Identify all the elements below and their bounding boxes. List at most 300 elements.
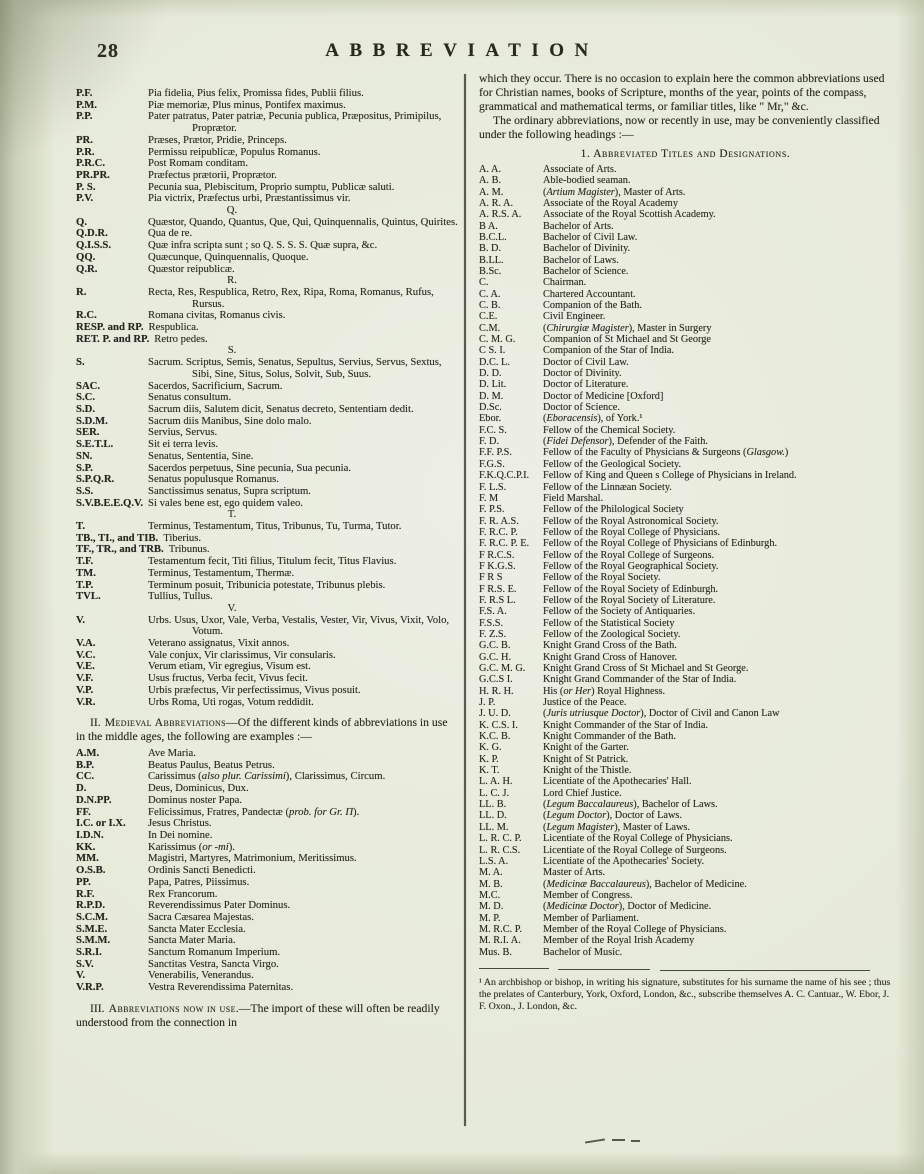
abbreviation-entry <box>479 663 892 674</box>
entry-definition: Karissimus (or -mi). <box>148 840 235 853</box>
entry-abbr: K. C.S. I. <box>479 719 518 731</box>
entry-definition: Bachelor of Divinity. <box>543 243 631 255</box>
entry-definition: (Juris utriusque Doctor), Doctor of Civil and Canon Law <box>543 708 780 720</box>
abbreviation-entry <box>479 300 892 311</box>
entry-definition: Magistri, Martyres, Matrimonium, Meritissimus. <box>148 852 357 865</box>
entry-definition: Fellow of the Royal College of Physicians of Edinburgh. <box>543 538 778 550</box>
entry-definition: (Legum Doctor), Doctor of Laws. <box>543 810 682 822</box>
abbreviation-entry <box>479 311 892 322</box>
entry-abbr: A. B. <box>479 175 502 187</box>
entry-definition: Fellow of the Linnæan Society. <box>543 481 672 493</box>
entry-abbr: F. D. <box>479 436 500 448</box>
entry-definition: Præfectus prætorii, Proprætor. <box>148 168 277 181</box>
abbreviation-entry <box>76 982 458 994</box>
entry-definition: Licentiate of the Apothecaries' Hall. <box>543 776 692 788</box>
entry-abbr: F R.S. E. <box>479 583 517 595</box>
abbreviation-entry <box>479 708 892 719</box>
abbreviation-entry <box>479 720 892 731</box>
abbreviation-entry <box>76 697 458 709</box>
entry-definition: Sanctitas Vestra, Sancta Virgo. <box>148 957 279 970</box>
abbreviation-entry <box>76 615 458 638</box>
entry-definition: Fellow of the Society of Antiquaries. <box>543 606 696 618</box>
entry-abbr: S.C. <box>76 391 96 404</box>
entry-definition: Knight Grand Cross of St Michael and St George. <box>543 663 749 674</box>
entry-abbr: F R S <box>479 572 503 584</box>
entry-definition: Respublica. <box>148 321 199 334</box>
entry-abbr: A.M. <box>76 747 100 760</box>
entry-abbr: A. A. <box>479 163 502 175</box>
entry-definition: Knight Commander of the Bath. <box>543 731 676 743</box>
section-title: Abbreviations now in use <box>108 1001 236 1015</box>
entry-abbr: SER. <box>76 426 100 439</box>
abbreviation-entry <box>76 357 458 380</box>
entry-definition: Papa, Patres, Piissimus. <box>148 875 250 888</box>
now-in-use-intro <box>76 1002 458 1030</box>
abbreviation-entry <box>76 865 458 877</box>
entry-definition: Justice of the Peace. <box>543 697 627 709</box>
entry-definition: Felicissimus, Fratres, Pandectæ (prob. for Gr. Π). <box>148 805 360 818</box>
entry-abbr: PR. <box>76 133 93 146</box>
entry-definition: Fellow of the Royal Astronomical Society. <box>543 515 719 527</box>
entry-definition: Urbs. Usus, Uxor, Vale, Verba, Vestalis, Vester, Vir, Vivus, Vixit, Volo, Votum. <box>148 613 450 638</box>
entry-abbr: G.C. M. G. <box>479 663 526 674</box>
abbreviation-entry <box>479 413 892 424</box>
entry-abbr: T.F. <box>76 555 94 568</box>
abbreviation-entry <box>479 289 892 300</box>
abbreviation-entry <box>479 686 892 697</box>
entry-abbr: A. R.S. A. <box>479 209 522 221</box>
abbreviation-entry <box>479 187 892 198</box>
entry-definition: Fellow of the Chemical Society. <box>543 424 676 436</box>
abbreviation-entry <box>479 277 892 288</box>
entry-definition: Pia victrix, Præfectus urbi, Præstantissimus vir. <box>148 192 351 205</box>
entry-definition: Knight of the Garter. <box>543 742 629 754</box>
abbreviation-entry <box>479 391 892 402</box>
abbreviation-entry <box>76 217 458 229</box>
entry-abbr: S.S. <box>76 484 94 497</box>
entry-definition: Tribunus. <box>168 543 210 556</box>
abbreviation-entry <box>479 618 892 629</box>
entry-definition: Tiberius. <box>163 531 202 544</box>
entry-definition: Licentiate of the Royal College of Physicians. <box>543 833 733 845</box>
abbreviated-titles-heading: 1. Abbreviated Titles and Designations. <box>580 147 791 160</box>
entry-abbr: M. A. <box>479 867 503 879</box>
abbreviation-entry <box>76 334 458 346</box>
section-letter: T. <box>227 508 237 521</box>
entry-abbr: TB., TI., and TIB. <box>76 531 159 544</box>
entry-abbr: K. P. <box>479 753 499 765</box>
entry-abbr: F.S. A. <box>479 606 507 618</box>
entry-abbr: F. R. A.S. <box>479 515 519 527</box>
entry-definition: Member of the Royal Irish Academy <box>543 935 695 947</box>
classification-paragraph: The ordinary abbreviations, now or recently in use, may be conveniently classified under the following headings :— <box>479 113 880 141</box>
abbreviation-entry <box>76 521 458 533</box>
entry-abbr: F.K.Q.C.P.I. <box>479 470 530 482</box>
entry-definition: Urbis præfectus, Vir perfectissimus, Vivus posuit. <box>148 683 361 696</box>
entry-abbr: G.C.S I. <box>479 674 513 686</box>
entry-definition: Doctor of Civil Law. <box>543 356 629 368</box>
entry-abbr: S.D. <box>76 402 96 415</box>
entry-abbr: P.P. <box>76 110 93 123</box>
entry-abbr: V.A. <box>76 637 96 650</box>
abbreviation-entry <box>479 810 892 821</box>
entry-definition: Bachelor of Civil Law. <box>543 231 638 243</box>
entry-abbr: P. S. <box>76 180 96 193</box>
entry-abbr: TVL. <box>76 590 101 603</box>
entry-abbr: B A. <box>479 220 498 232</box>
entry-abbr: F.S.S. <box>479 617 504 629</box>
entry-abbr: V. <box>76 969 86 982</box>
entry-abbr: F K.G.S. <box>479 560 516 572</box>
entry-abbr: FF. <box>76 805 91 818</box>
entry-abbr: J. P. <box>479 697 496 709</box>
abbreviation-entry <box>479 924 892 935</box>
abbreviation-entry <box>479 459 892 470</box>
entry-definition: Præses, Prætor, Pridie, Princeps. <box>148 133 287 146</box>
entry-abbr: S.V. <box>76 957 94 970</box>
entry-abbr: A. M. <box>479 186 504 198</box>
column-divider-rule <box>464 74 466 1126</box>
entry-abbr: T.P. <box>76 578 94 591</box>
entry-definition: Fellow of King and Queen s College of Physicians in Ireland. <box>543 470 797 482</box>
entry-definition: Retro pedes. <box>154 332 208 345</box>
abbreviation-entry <box>479 788 892 799</box>
abbreviation-entry <box>479 947 892 958</box>
abbreviation-entry <box>479 470 892 481</box>
entry-abbr: LL. D. <box>479 810 507 822</box>
entry-definition: Sacra Cæsarea Majestas. <box>148 910 254 923</box>
abbreviation-entry <box>479 935 892 946</box>
page-title: ABBREVIATION <box>325 40 599 61</box>
entry-abbr: Q.R. <box>76 262 98 275</box>
entry-definition: (Artium Magister), Master of Arts. <box>543 186 686 198</box>
entry-definition: (Medicinæ Baccalaureus), Bachelor of Medicine. <box>543 878 747 890</box>
entry-abbr: R.C. <box>76 309 97 322</box>
right-column <box>479 72 892 1013</box>
abbreviation-entry <box>479 482 892 493</box>
entry-definition: Member of the Royal College of Physicians. <box>543 923 727 935</box>
entry-definition: Knight Commander of the Star of India. <box>543 719 709 731</box>
entry-abbr: F. Z.S. <box>479 628 507 640</box>
entry-definition: Pia fidelia, Pius felix, Promissa fides, Publii filius. <box>148 87 364 99</box>
entry-abbr: S.V.B.E.E.Q.V. <box>76 496 144 509</box>
abbreviation-entry <box>479 572 892 583</box>
entry-abbr: I.D.N. <box>76 829 104 841</box>
entry-abbr: R.P.D. <box>76 899 105 912</box>
entry-definition: Sacerdos, Sacrificium, Sacrum. <box>148 379 283 392</box>
abbreviation-entry <box>76 111 458 134</box>
rule-segment <box>558 969 650 970</box>
entry-abbr: V.R.P. <box>76 981 104 994</box>
abbreviation-entry <box>479 629 892 640</box>
entry-abbr: L. R. C.S. <box>479 844 521 856</box>
entry-definition: Sacrum diis Manibus, Sine dolo malo. <box>148 414 312 427</box>
roman-abbreviation-list <box>76 88 458 708</box>
abbreviation-entry <box>76 252 458 264</box>
entry-definition: Fellow of the Geological Society. <box>543 458 682 470</box>
entry-definition: Doctor of Science. <box>543 402 620 414</box>
entry-definition: Sacrum. Scriptus, Semis, Senatus, Sepultus, Servius, Servus, Sextus, Sibi, Sine, Situs, Solus, Solvit, Sub, Suus. <box>148 356 442 380</box>
entry-definition: Reverendissimus Pater Dominus. <box>148 899 291 912</box>
abbreviation-entry <box>76 591 458 603</box>
entry-abbr: S.P. <box>76 461 93 474</box>
entry-abbr: G.C. B. <box>479 640 511 652</box>
entry-definition: Knight of St Patrick. <box>543 753 629 765</box>
entry-definition: Sacrum diis, Salutem dicit, Senatus decreto, Sententiam dedit. <box>148 402 414 415</box>
entry-abbr: C. A. <box>479 288 501 300</box>
abbreviation-entry <box>479 209 892 220</box>
entry-abbr: D.N.PP. <box>76 793 112 806</box>
entry-definition: Member of Parliament. <box>543 912 639 924</box>
abbreviation-entry <box>479 822 892 833</box>
entry-definition: Si vales bene est, ego quidem valeo. <box>148 496 303 509</box>
abbreviation-entry <box>479 561 892 572</box>
abbreviation-entry <box>479 901 892 912</box>
entry-definition: Bachelor of Science. <box>543 265 629 277</box>
entry-abbr: D.Sc. <box>479 402 502 414</box>
entry-abbr: F.F. P.S. <box>479 447 512 459</box>
entry-abbr: R. <box>76 285 87 298</box>
abbreviation-entry <box>479 765 892 776</box>
abbreviation-entry <box>479 595 892 606</box>
entry-definition: Dominus noster Papa. <box>148 793 243 806</box>
entry-abbr: K. T. <box>479 765 500 777</box>
entry-abbr: PR.PR. <box>76 168 110 181</box>
entry-abbr: S.M.M. <box>76 934 111 947</box>
entry-definition: Post Romam conditam. <box>148 157 249 170</box>
abbreviation-entry <box>76 427 458 439</box>
entry-abbr: V.E. <box>76 660 95 673</box>
entry-definition: Fellow of the Royal Society of Edinburgh. <box>543 583 719 595</box>
entry-abbr: B.Sc. <box>479 265 502 277</box>
entry-definition: Fellow of the Royal College of Physicians. <box>543 526 721 538</box>
entry-abbr: G.C. H. <box>479 651 512 663</box>
entry-definition: Sit ei terra levis. <box>148 438 219 451</box>
entry-definition: Senatus consultum. <box>148 391 232 404</box>
entry-definition: Bachelor of Arts. <box>543 220 614 232</box>
abbreviation-entry <box>479 516 892 527</box>
entry-definition: Quæ infra scripta sunt ; so Q. S. S. S. Quæ supra, &c. <box>148 239 378 252</box>
entry-definition: Quæstor reipublicæ. <box>148 262 235 275</box>
entry-abbr: M. D. <box>479 901 504 913</box>
entry-definition: Venerabilis, Venerandus. <box>148 969 254 982</box>
entry-definition: Pater patratus, Pater patriæ, Pecunia publica, Præpositus, Primipilus, Proprætor. <box>148 110 442 135</box>
entry-definition: Ordinis Sancti Benedicti. <box>148 864 256 877</box>
entry-definition: Field Marshal. <box>543 492 604 504</box>
abbreviation-entry <box>479 845 892 856</box>
entry-abbr: F. R.C. P. <box>479 526 518 538</box>
abbreviation-entry <box>479 493 892 504</box>
abbreviation-entry <box>479 255 892 266</box>
entry-definition: Member of Congress. <box>543 889 633 901</box>
entry-abbr: P.F. <box>76 87 93 99</box>
abbreviation-entry <box>479 640 892 651</box>
entry-definition: Ave Maria. <box>148 747 196 760</box>
intro-paragraph-continued: which they occur. There is no occasion to explain here the common abbreviations used for Christian names, books of Scripture, months of the year, points of the compass, grammatical and mathematical terms, or familiar titles, like " Mr," &c. <box>479 72 885 113</box>
abbreviation-entry <box>479 856 892 867</box>
entry-abbr: LL. M. <box>479 821 509 833</box>
entry-definition: Associate of the Royal Scottish Academy. <box>543 209 716 221</box>
abbreviation-entry <box>76 807 458 819</box>
entry-abbr: V.C. <box>76 648 96 661</box>
abbreviation-entry <box>479 436 892 447</box>
section-letter: V. <box>227 601 237 614</box>
entry-abbr: F. R.S L. <box>479 594 516 606</box>
entry-definition: Terminum posuit, Tribunicia potestate, Tribunus plebis. <box>148 578 386 591</box>
entry-abbr: S.R.I. <box>76 946 102 959</box>
entry-abbr: D. Lit. <box>479 379 507 391</box>
entry-abbr: I.C. or I.X. <box>76 817 126 830</box>
entry-definition: Companion of St Michael and St George <box>543 334 711 346</box>
abbreviation-entry <box>479 584 892 595</box>
entry-definition: Companion of the Star of India. <box>543 345 674 357</box>
abbreviation-entry <box>479 879 892 890</box>
entry-abbr: L.S. A. <box>479 855 509 867</box>
entry-abbr: S.E.T.L. <box>76 438 114 451</box>
entry-abbr: F. L.S. <box>479 481 507 493</box>
footnote-text: ¹ An archbishop or bishop, in writing his signature, substitutes for his surname the name of his see ; thus the prelates of Canterbury, York, Oxford, London, &c., subscribe themselves A. C. Cantuar., W. Ebor, J. F. Oxon., J. London, &c. <box>479 976 891 1013</box>
entry-definition: Sanctissimus senatus, Supra scriptum. <box>148 484 311 497</box>
entry-definition: Licentiate of the Apothecaries' Society. <box>543 855 705 867</box>
entry-definition: Permissu reipublicæ, Populus Romanus. <box>148 145 321 158</box>
abbreviation-entry <box>479 527 892 538</box>
entry-abbr: C S. I. <box>479 345 506 357</box>
abbreviation-entry <box>76 783 458 795</box>
abbreviation-entry <box>76 193 458 205</box>
entry-definition: Piæ memoriæ, Plus minus, Pontifex maximus. <box>148 98 346 111</box>
entry-definition: Fellow of the Statistical Society <box>543 617 675 629</box>
abbreviation-entry <box>479 447 892 458</box>
abbreviation-entry <box>479 232 892 243</box>
rule-segment <box>479 968 549 969</box>
abbreviation-entry <box>479 345 892 356</box>
abbreviation-entry <box>479 221 892 232</box>
entry-definition: Servius, Servus. <box>148 426 218 439</box>
entry-definition: Sanctum Romanum Imperium. <box>148 946 281 959</box>
entry-abbr: TF., TR., and TRB. <box>76 543 164 556</box>
entry-definition: Rex Francorum. <box>148 887 218 900</box>
abbreviation-entry <box>479 550 892 561</box>
entry-abbr: S.C.M. <box>76 910 108 923</box>
entry-definition: Fellow of the Royal Society of Literature. <box>543 594 716 606</box>
abbreviation-entry <box>76 439 458 451</box>
entry-abbr: Q.I.S.S. <box>76 239 112 252</box>
entry-abbr: L. A. H. <box>479 776 513 788</box>
rule-segment <box>660 970 870 971</box>
entry-abbr: M. B. <box>479 878 503 890</box>
entry-definition: Fellow of the Philological Society <box>543 504 684 516</box>
abbreviation-entry <box>479 776 892 787</box>
entry-abbr: TM. <box>76 566 96 579</box>
entry-definition: Knight Grand Commander of the Star of India. <box>543 674 737 686</box>
entry-definition: Qua de re. <box>148 227 193 240</box>
entry-definition: Quæcunque, Quinquennalis, Quoque. <box>148 250 309 263</box>
abbreviation-entry <box>479 913 892 924</box>
entry-definition: Senatus populusque Romanus. <box>148 473 279 486</box>
left-column <box>76 88 458 1030</box>
entry-definition: Able-bodied seaman. <box>543 175 631 187</box>
entry-abbr: Q. <box>76 215 87 228</box>
section-text: —Of the different kinds of abbreviations in use in the middle ages, the following are examples :— <box>76 716 448 744</box>
entry-definition: Sacerdos perpetuus, Sine pecunia, Sua pecunia. <box>148 461 351 474</box>
entry-abbr: F R.C.S. <box>479 549 515 561</box>
section-title: Medieval Abbreviations <box>104 716 227 730</box>
entry-abbr: MM. <box>76 852 99 865</box>
entry-abbr: C. <box>479 277 489 289</box>
entry-abbr: F.C. S. <box>479 424 507 436</box>
entry-definition: Master of Arts. <box>543 867 606 879</box>
abbreviation-entry <box>76 771 458 783</box>
entry-abbr: CC. <box>76 770 95 783</box>
entry-definition: Senatus, Sententia, Sine. <box>148 449 254 462</box>
medieval-abbreviations-intro <box>76 716 458 744</box>
ink-mark <box>585 1140 645 1148</box>
abbreviation-entry <box>479 538 892 549</box>
entry-definition: Knight of the Thistle. <box>543 765 632 777</box>
abbreviation-entry <box>479 334 892 345</box>
section-letter: S. <box>227 344 237 357</box>
abbreviation-entry <box>76 264 458 276</box>
entry-abbr: Mus. B. <box>479 946 512 958</box>
abbreviation-entry <box>479 368 892 379</box>
abbreviation-entry <box>479 243 892 254</box>
abbreviation-entry <box>479 799 892 810</box>
entry-definition: Doctor of Literature. <box>543 379 629 391</box>
entry-definition: Sancta Mater Ecclesia. <box>148 922 246 935</box>
entry-abbr: C.E. <box>479 311 498 323</box>
entry-definition: Bachelor of Laws. <box>543 254 619 266</box>
entry-definition: Doctor of Medicine [Oxford] <box>543 390 664 402</box>
entry-definition: (Eboracensis), of York.¹ <box>543 413 643 425</box>
entry-definition: Tullius, Tullus. <box>148 590 213 603</box>
entry-definition: Recta, Res, Respublica, Retro, Rex, Ripa, Roma, Romanus, Rufus, Rursus. <box>148 285 434 310</box>
entry-abbr: S.D.M. <box>76 414 108 427</box>
entry-abbr: P.M. <box>76 98 97 111</box>
entry-abbr: M.C. <box>479 889 501 901</box>
abbreviation-entry <box>76 830 458 842</box>
entry-abbr: RESP. and RP. <box>76 321 144 334</box>
entry-abbr: C. B. <box>479 300 501 311</box>
section-numeral: III. <box>90 1001 105 1015</box>
entry-definition: Bachelor of Music. <box>543 946 623 958</box>
entry-abbr: QQ. <box>76 250 96 263</box>
abbreviation-entry <box>479 357 892 368</box>
entry-abbr: K.C. B. <box>479 731 511 743</box>
abbreviation-entry <box>479 175 892 186</box>
entry-abbr: T. <box>76 520 86 533</box>
entry-definition: Knight Grand Cross of Hanover. <box>543 651 678 663</box>
entry-definition: His (or Her) Royal Highness. <box>543 685 666 697</box>
entry-definition: Jesus Christus. <box>148 817 212 830</box>
entry-abbr: Q.D.R. <box>76 227 108 240</box>
abbreviation-entry <box>479 742 892 753</box>
entry-abbr: S.P.Q.R. <box>76 473 115 486</box>
abbreviation-entry <box>76 818 458 830</box>
titles-designations-list <box>479 164 892 958</box>
entry-abbr: KK. <box>76 840 96 853</box>
section-letter: Q. <box>226 204 238 217</box>
entry-definition: Terminus, Testamentum, Titus, Tribunus, Tu, Turma, Tutor. <box>148 520 402 533</box>
entry-definition: Usus fructus, Verba fecit, Vivus fecit. <box>148 672 308 685</box>
entry-definition: Fellow of the Royal College of Surgeons. <box>543 549 715 561</box>
abbreviation-entry <box>479 833 892 844</box>
entry-definition: Pecunia sua, Plebiscitum, Proprio sumptu, Publicæ saluti. <box>148 180 395 193</box>
entry-abbr: V.P. <box>76 683 94 696</box>
entry-abbr: V.R. <box>76 695 96 708</box>
section-text: .—The import of these will often be readily understood from the connection in <box>76 1001 440 1029</box>
entry-abbr: A. R. A. <box>479 197 514 209</box>
abbreviation-entry <box>76 322 458 334</box>
